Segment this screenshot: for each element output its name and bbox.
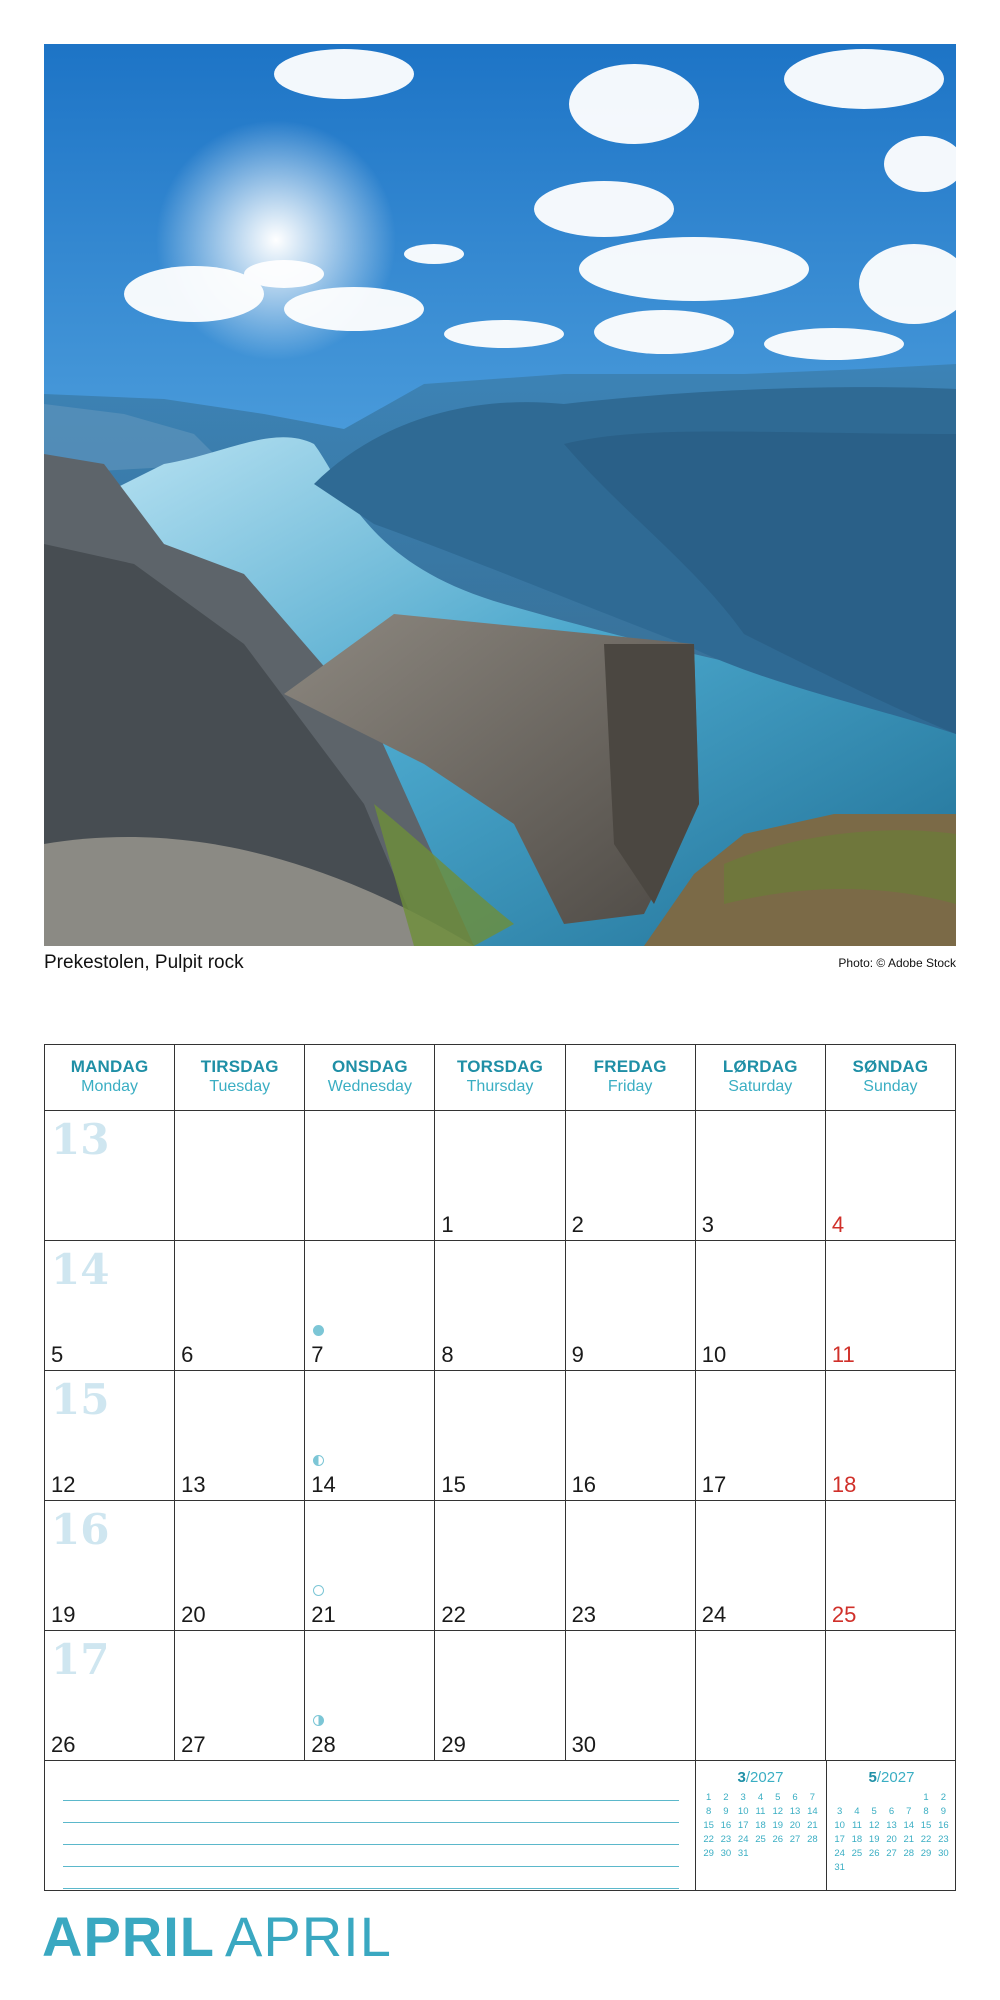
mini-day: 21: [807, 1820, 818, 1831]
mini-day: [917, 1862, 934, 1873]
mini-day: 12: [868, 1820, 880, 1831]
mini-calendar-days: [700, 1792, 821, 1859]
note-line[interactable]: [63, 1867, 679, 1889]
month-title: [42, 1904, 392, 1969]
week-row: [45, 1631, 956, 1761]
day-cell[interactable]: [175, 1501, 305, 1631]
weekday-name-english: Sunday: [863, 1078, 918, 1095]
day-cell[interactable]: [175, 1371, 305, 1501]
mini-day: 2: [723, 1792, 729, 1803]
day-cell[interactable]: [826, 1111, 956, 1241]
mini-day: 10: [737, 1806, 749, 1817]
day-cell[interactable]: [566, 1111, 696, 1241]
mini-day: 11: [755, 1806, 766, 1817]
weekday-name-english: Saturday: [728, 1078, 793, 1095]
mini-day: 24: [834, 1848, 845, 1859]
day-cell[interactable]: [45, 1241, 175, 1371]
mini-day: [935, 1862, 952, 1873]
note-line[interactable]: [63, 1779, 679, 1801]
day-number: 30: [571, 1732, 597, 1757]
mini-day: [883, 1792, 900, 1803]
weeks-container: [45, 1111, 956, 1761]
mini-day: 28: [807, 1834, 818, 1845]
day-cell[interactable]: [826, 1371, 956, 1501]
mini-day: 26: [772, 1834, 784, 1845]
weekday-name-english: Wednesday: [327, 1078, 412, 1095]
weekday-name-norwegian: FREDAG: [593, 1057, 667, 1076]
mini-day: 23: [720, 1834, 732, 1845]
mini-day: 5: [871, 1806, 877, 1817]
day-number: 18: [831, 1472, 857, 1497]
week-number: 15: [51, 1375, 110, 1424]
mini-day: 7: [906, 1806, 912, 1817]
mini-day: 30: [720, 1848, 732, 1859]
day-number: 11: [831, 1342, 855, 1367]
day-number: 27: [181, 1732, 206, 1757]
mini-day: 25: [755, 1834, 766, 1845]
moon-phase-full-icon: [313, 1325, 324, 1336]
day-number: 7: [311, 1342, 324, 1367]
day-number: 15: [441, 1472, 466, 1497]
mini-day: 1: [705, 1792, 712, 1803]
day-number: 16: [571, 1472, 597, 1497]
weekday-header: [826, 1045, 956, 1111]
mini-day: 4: [854, 1806, 860, 1817]
mini-day: 14: [903, 1820, 915, 1831]
weekday-name-norwegian: LØRDAG: [722, 1057, 798, 1076]
day-number: 17: [701, 1472, 727, 1497]
day-number: 2: [571, 1212, 584, 1237]
day-number: 6: [181, 1342, 194, 1367]
mini-day: 31: [737, 1848, 749, 1859]
day-cell[interactable]: [696, 1371, 826, 1501]
note-line[interactable]: [63, 1845, 679, 1867]
mini-day: 26: [868, 1848, 880, 1859]
mini-day: 31: [834, 1862, 845, 1873]
day-cell[interactable]: [696, 1241, 826, 1371]
mini-day: 27: [789, 1834, 801, 1845]
day-cell[interactable]: [45, 1631, 175, 1761]
mini-day: 16: [720, 1820, 732, 1831]
month-title-english: APRIL: [225, 1905, 392, 1968]
mini-day: 20: [886, 1834, 897, 1845]
day-number: 10: [701, 1342, 727, 1367]
weekday-name-norwegian: SØNDAG: [852, 1057, 929, 1076]
notes-lines: [63, 1779, 679, 1889]
mini-day: 19: [772, 1820, 784, 1831]
day-cell[interactable]: [826, 1241, 956, 1371]
day-number: 21: [311, 1602, 336, 1627]
mini-day: [769, 1848, 786, 1859]
day-cell[interactable]: [45, 1371, 175, 1501]
mini-day: 15: [920, 1820, 932, 1831]
day-cell[interactable]: [826, 1501, 956, 1631]
day-cell[interactable]: [566, 1631, 696, 1761]
day-cell[interactable]: [45, 1501, 175, 1631]
mini-day: 27: [886, 1848, 897, 1859]
mini-day: 21: [903, 1834, 915, 1845]
day-number: 25: [831, 1602, 857, 1627]
moon-phase-new-icon: [313, 1585, 324, 1596]
day-cell[interactable]: [305, 1111, 435, 1241]
day-number: 24: [701, 1602, 727, 1627]
day-cell[interactable]: [305, 1241, 435, 1371]
day-number: 19: [51, 1602, 76, 1627]
mini-day: 22: [703, 1834, 714, 1845]
mini-day: [866, 1792, 883, 1803]
mini-day: 30: [938, 1848, 949, 1859]
day-cell[interactable]: [696, 1111, 826, 1241]
week-number: 13: [51, 1115, 110, 1164]
mini-day: 8: [923, 1806, 929, 1817]
weekday-name-norwegian: TORSDAG: [456, 1057, 544, 1076]
mini-day: 8: [705, 1806, 712, 1817]
mini-calendar-title: 3/2027: [737, 1769, 784, 1786]
mini-day: 25: [851, 1848, 863, 1859]
day-cell[interactable]: [435, 1241, 565, 1371]
weekday-header: [305, 1045, 435, 1111]
notes-and-mini-calendars: [44, 1761, 956, 1891]
mini-day: 15: [703, 1820, 714, 1831]
weekday-name-english: Friday: [607, 1078, 653, 1095]
day-number: 22: [441, 1602, 466, 1627]
fjord-landscape-image: [44, 44, 956, 946]
week-row: [45, 1241, 956, 1371]
week-row: [45, 1371, 956, 1501]
day-number: 3: [701, 1212, 714, 1237]
day-cell[interactable]: [175, 1631, 305, 1761]
day-cell[interactable]: [435, 1501, 565, 1631]
week-number: 16: [51, 1505, 110, 1554]
mini-day: 5: [775, 1792, 781, 1803]
mini-day: 29: [920, 1848, 932, 1859]
mini-day: [866, 1862, 883, 1873]
mini-day: 2: [940, 1792, 946, 1803]
day-cell[interactable]: [696, 1631, 826, 1761]
weekday-header: [45, 1045, 175, 1111]
mini-calendar-next: [826, 1761, 956, 1890]
mini-day: 13: [886, 1820, 897, 1831]
mini-day: 9: [723, 1806, 729, 1817]
mini-day: 4: [757, 1792, 764, 1803]
photo-caption: Prekestolen, Pulpit rock: [44, 952, 244, 973]
weekday-name-english: Tuesday: [209, 1078, 271, 1095]
month-title-norwegian: APRIL: [42, 1905, 215, 1968]
weekday-header: [696, 1045, 826, 1111]
weekday-header: [175, 1045, 305, 1111]
mini-day: 13: [789, 1806, 801, 1817]
mini-day: [804, 1848, 821, 1859]
mini-day: 22: [920, 1834, 932, 1845]
day-number: 28: [311, 1732, 336, 1757]
day-cell[interactable]: [305, 1371, 435, 1501]
mini-day: 29: [703, 1848, 714, 1859]
mini-day: 6: [792, 1792, 798, 1803]
day-number: 20: [181, 1602, 206, 1627]
week-row: [45, 1111, 956, 1241]
mini-day: 12: [772, 1806, 784, 1817]
day-number: 14: [311, 1472, 336, 1497]
mini-day: 6: [888, 1806, 895, 1817]
day-number: 8: [441, 1342, 454, 1367]
mini-day: [900, 1862, 917, 1873]
day-cell[interactable]: [305, 1631, 435, 1761]
mini-day: 7: [809, 1792, 815, 1803]
mini-day: [752, 1848, 769, 1859]
day-number: 29: [441, 1732, 466, 1757]
day-number: 26: [51, 1732, 76, 1757]
day-number: 23: [571, 1602, 597, 1627]
day-number: 9: [571, 1342, 584, 1367]
mini-day: 20: [789, 1820, 801, 1831]
mini-day: 23: [938, 1834, 949, 1845]
mini-day: 19: [868, 1834, 880, 1845]
day-cell[interactable]: [566, 1501, 696, 1631]
mini-day: 17: [737, 1820, 749, 1831]
day-cell[interactable]: [435, 1631, 565, 1761]
day-cell[interactable]: [566, 1371, 696, 1501]
day-cell[interactable]: [566, 1241, 696, 1371]
mini-day: 17: [834, 1834, 845, 1845]
mini-day: 10: [834, 1820, 845, 1831]
mini-day: 24: [737, 1834, 749, 1845]
weekday-name-norwegian: MANDAG: [70, 1057, 149, 1076]
weekday-name-english: Thursday: [466, 1078, 534, 1095]
mini-day: [883, 1862, 900, 1873]
day-number: 12: [51, 1472, 76, 1497]
mini-day: [786, 1848, 803, 1859]
weekday-name-english: Monday: [81, 1078, 139, 1095]
mini-day: 9: [940, 1806, 946, 1817]
day-cell[interactable]: [435, 1371, 565, 1501]
day-cell[interactable]: [826, 1631, 956, 1761]
note-line[interactable]: [63, 1823, 679, 1845]
day-cell[interactable]: [45, 1111, 175, 1241]
mini-day: 11: [851, 1820, 862, 1831]
note-line[interactable]: [63, 1801, 679, 1823]
moon-phase-first-icon: [313, 1715, 324, 1726]
mini-day: [900, 1792, 917, 1803]
mini-calendar-days: [831, 1792, 952, 1873]
day-cell[interactable]: [305, 1501, 435, 1631]
mini-day: [848, 1862, 865, 1873]
mini-day: 16: [938, 1820, 949, 1831]
calendar-grid: [44, 1044, 956, 1761]
mini-day: 1: [923, 1792, 929, 1803]
weekday-header: [566, 1045, 696, 1111]
mini-day: [848, 1792, 865, 1803]
day-cell[interactable]: [175, 1111, 305, 1241]
week-number: 14: [51, 1245, 110, 1294]
photo-credit: Photo: © Adobe Stock: [838, 956, 956, 970]
weekday-name-norwegian: ONSDAG: [331, 1057, 408, 1076]
weekday-header-row: [45, 1045, 956, 1111]
day-number: 5: [51, 1342, 64, 1367]
day-cell[interactable]: [175, 1241, 305, 1371]
cover-photo: [44, 44, 956, 946]
mini-calendar-previous: [695, 1761, 825, 1890]
mini-calendar-title: 5/2027: [868, 1769, 915, 1786]
day-number: 13: [181, 1472, 206, 1497]
mini-day: 14: [807, 1806, 818, 1817]
day-cell[interactable]: [435, 1111, 565, 1241]
mini-day: 18: [755, 1820, 766, 1831]
day-cell[interactable]: [696, 1501, 826, 1631]
week-row: [45, 1501, 956, 1631]
day-number: 4: [831, 1212, 845, 1237]
mini-day: 3: [740, 1792, 746, 1803]
mini-day: 3: [836, 1806, 843, 1817]
weekday-name-norwegian: TIRSDAG: [200, 1057, 279, 1076]
weekday-header: [435, 1045, 565, 1111]
mini-day: 18: [851, 1834, 863, 1845]
week-number: 17: [51, 1635, 110, 1684]
mini-day: 28: [903, 1848, 915, 1859]
moon-phase-last-icon: [313, 1455, 324, 1466]
day-number: 1: [441, 1212, 454, 1237]
mini-day: [831, 1792, 848, 1803]
